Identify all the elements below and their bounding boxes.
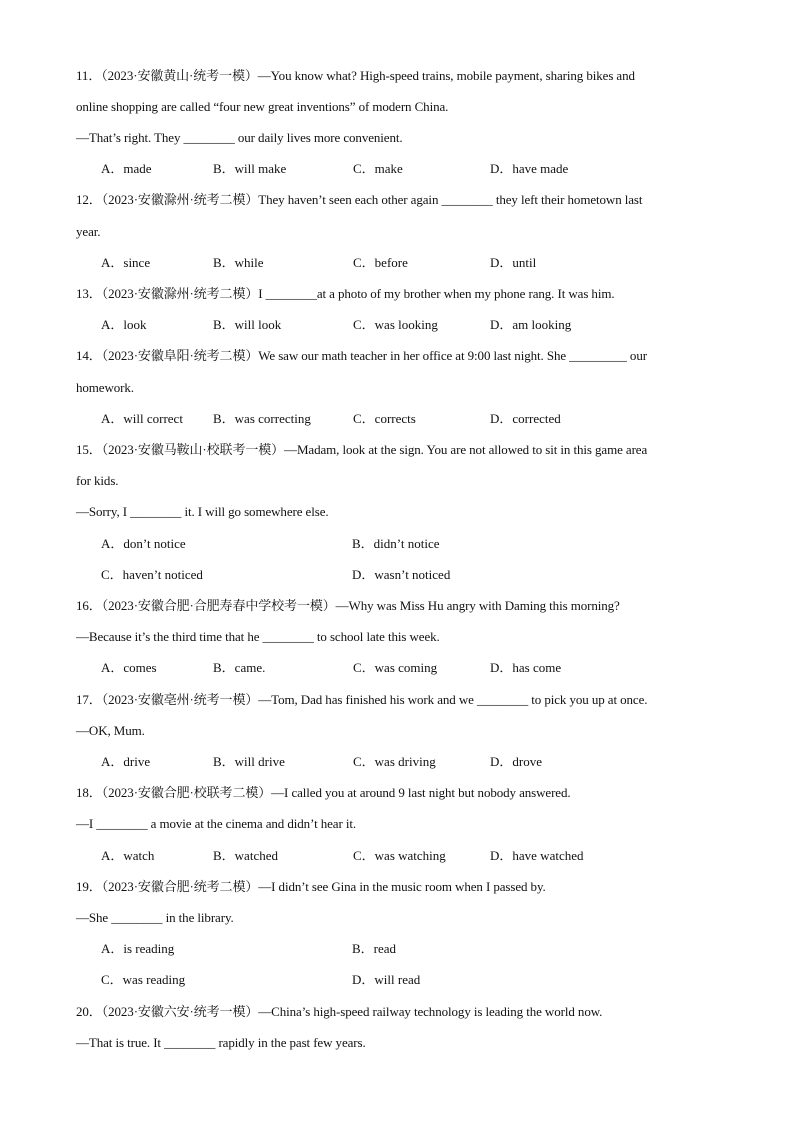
option-b[interactable]: B．read [352,941,397,956]
option-d[interactable]: D．until [490,255,537,270]
question-stem: 17．（2023·安徽亳州·统考一模）—Tom, Dad has finished his work and we ________ to pick you up at once. [76,692,648,707]
question-text-line: —Because it’s the third time that he ________ to school late this week. [76,629,440,644]
option-c[interactable]: C．was watching [353,848,446,863]
option-b[interactable]: B．will drive [213,754,285,769]
question-stem: 13．（2023·安徽滁州·统考二模）I ________at a photo of my brother when my phone rang. It was him. [76,286,615,301]
question-text-line: year. [76,224,101,239]
option-c[interactable]: C．make [353,161,403,176]
question-text-line: —OK, Mum. [76,723,145,738]
option-d[interactable]: D．will read [352,972,421,987]
question-text-line: —I ________ a movie at the cinema and didn’t hear it. [76,816,357,831]
question-text-line: online shopping are called “four new great inventions” of modern China. [76,99,449,114]
option-a[interactable]: A．watch [101,848,155,863]
option-c[interactable]: C．before [353,255,408,270]
option-d[interactable]: D．am looking [490,317,572,332]
question-stem: 14．（2023·安徽阜阳·统考二模）We saw our math teacher in her office at 9:00 last night. She _________ our [76,348,647,363]
option-b[interactable]: B．was correcting [213,411,311,426]
option-b[interactable]: B．will make [213,161,287,176]
question-text-line: —That’s right. They ________ our daily lives more convenient. [76,130,403,145]
option-d[interactable]: D．has come [490,660,562,675]
question-text-line: —That is true. It ________ rapidly in the past few years. [76,1035,366,1050]
option-b[interactable]: B．came. [213,660,266,675]
option-d[interactable]: D．have watched [490,848,584,863]
question-stem: 20．（2023·安徽六安·统考一模）—China’s high-speed railway technology is leading the world now. [76,1004,603,1019]
option-c[interactable]: C．was reading [101,972,186,987]
option-a[interactable]: A．look [101,317,147,332]
question-text-line: —Sorry, I ________ it. I will go somewhere else. [76,504,329,519]
option-d[interactable]: D．corrected [490,411,561,426]
question-stem: 12．（2023·安徽滁州·统考二模）They haven’t seen each other again ________ they left their hometown last [76,192,643,207]
option-c[interactable]: C．was coming [353,660,438,675]
question-stem: 15．（2023·安徽马鞍山·校联考一模）—Madam, look at the sign. You are not allowed to sit in this game area [76,442,648,457]
option-d[interactable]: D．wasn’t noticed [352,567,451,582]
option-a[interactable]: A．is reading [101,941,175,956]
question-text-line: —She ________ in the library. [76,910,234,925]
option-c[interactable]: C．was driving [353,754,436,769]
question-text-line: for kids. [76,473,119,488]
option-b[interactable]: B．didn’t notice [352,536,440,551]
option-c[interactable]: C．haven’t noticed [101,567,203,582]
option-a[interactable]: A．made [101,161,152,176]
question-stem: 18．（2023·安徽合肥·校联考二模）—I called you at around 9 last night but nobody answered. [76,785,571,800]
option-b[interactable]: B．while [213,255,264,270]
option-a[interactable]: A．will correct [101,411,183,426]
option-b[interactable]: B．watched [213,848,278,863]
option-a[interactable]: A．drive [101,754,151,769]
option-c[interactable]: C．corrects [353,411,416,426]
option-a[interactable]: A．don’t notice [101,536,186,551]
option-b[interactable]: B．will look [213,317,282,332]
option-d[interactable]: D．have made [490,161,569,176]
option-a[interactable]: A．comes [101,660,157,675]
question-stem: 19．（2023·安徽合肥·统考二模）—I didn’t see Gina in the music room when I passed by. [76,879,546,894]
question-text-line: homework. [76,380,134,395]
option-d[interactable]: D．drove [490,754,542,769]
question-stem: 16．（2023·安徽合肥·合肥寿春中学校考一模）—Why was Miss Hu angry with Daming this morning? [76,598,620,613]
option-c[interactable]: C．was looking [353,317,438,332]
option-a[interactable]: A．since [101,255,151,270]
question-stem: 11．（2023·安徽黄山·统考一模）—You know what? High-speed trains, mobile payment, sharing bikes and [76,68,635,83]
